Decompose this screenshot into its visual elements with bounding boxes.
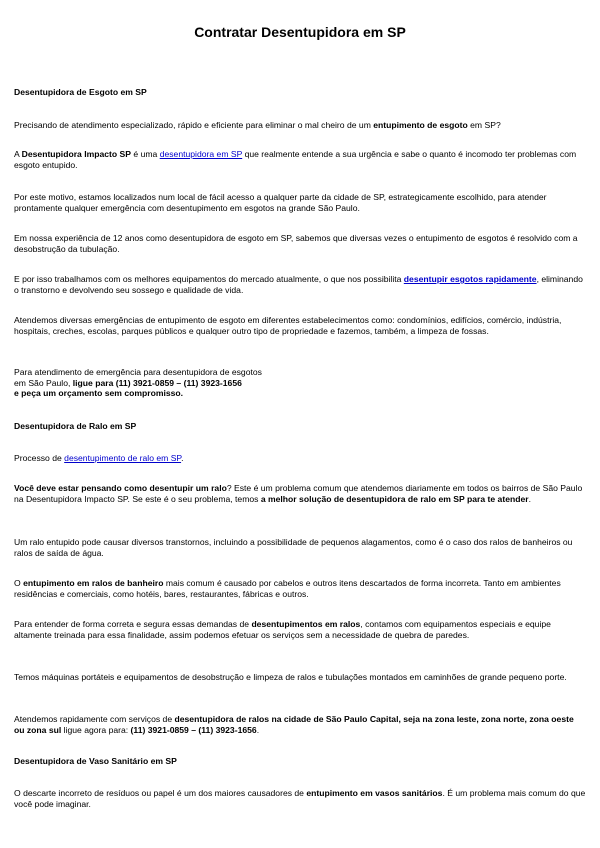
paragraph: Processo de desentupimento de ralo em SP. [14,453,184,463]
link-desentupir-esgotos[interactable]: desentupir esgotos rapidamente [403,274,537,284]
paragraph-contact: Atendemos rapidamente com serviços de desentupidora de ralos na cidade de São Paulo Capital, seja na zona leste, zona norte, zona oeste ou zona sul ligue agora para: (11) 3921-0859 – (11) 3923-1656. [14,714,574,735]
paragraph: Você deve estar pensando como desentupir um ralo? Este é um problema comum que atendemos diariamente em todos os bairros de São Paulo na Desentupidora Impacto SP. Se este é o seu problema, temos a melhor solução de desentupidora de ralo em SP para te atender. [14,483,583,504]
paragraph: Para entender de forma correta e segura essas demandas de desentupimentos em ralos, contamos com equipamentos especiais e equipe altamente treinada para essa finalidade, assim podemos efetuar os serviços sem a necessidade de quebra de paredes. [14,619,551,640]
paragraph: Precisando de atendimento especializado, rápido e eficiente para eliminar o mal cheiro de um entupimento de esgoto em SP? [14,120,501,130]
paragraph: Atendemos diversas emergências de entupimento de esgoto em diferentes estabelecimentos como: condomínios, edifícios, comércio, indústria, hospitais, creches, escolas, parques públicos e qualquer outro tipo de propriedade e fazemos, também, a limpeza de fossas. [14,315,562,336]
link-desentupimento-de-ralo[interactable]: desentupimento de ralo em SP [64,453,182,463]
paragraph: Em nossa experiência de 12 anos como desentupidora de esgoto em SP, sabemos que diversas vezes o entupimento de esgotos é resolvido com a desobstrução da tubulação. [14,233,578,254]
heading-vaso-sanitario: Desentupidora de Vaso Sanitário em SP [14,756,177,766]
paragraph: O entupimento em ralos de banheiro mais comum é causado por cabelos e outros itens descartados de forma incorreta. Tanto em ambientes residências e comerciais, como hotéis, bares, restaurantes, fábricas e outros. [14,578,561,599]
paragraph: E por isso trabalhamos com os melhores equipamentos do mercado atualmente, o que nos possibilita desentupir esgotos rapidamente, eliminando o transtorno e devolvendo seu sossego e qualidade de vida. [14,274,583,295]
paragraph: O descarte incorreto de resíduos ou papel é um dos maiores causadores de entupimento em vasos sanitários. É um problema mais comum do que você pode imaginar. [14,788,586,809]
paragraph: Um ralo entupido pode causar diversos transtornos, incluindo a possibilidade de pequenos alagamentos, como é o caso dos ralos de banheiros ou ralos de saída de água. [14,537,573,558]
heading-esgoto: Desentupidora de Esgoto em SP [14,87,147,97]
heading-ralo: Desentupidora de Ralo em SP [14,421,137,431]
paragraph-contact: Para atendimento de emergência para desentupidora de esgotos em São Paulo, ligue para (11) 3921-0859 – (11) 3923-1656 e peça um orçamento sem compromisso. [14,367,262,399]
paragraph: Temos máquinas portáteis e equipamentos de desobstrução e limpeza de ralos e tubulações montados em caminhões de grande pequeno porte. [14,672,567,682]
page-title: Contratar Desentupidora em SP [194,24,406,40]
link-desentupidora-em-sp[interactable]: desentupidora em SP [159,149,243,159]
paragraph: Por este motivo, estamos localizados num local de fácil acesso a qualquer parte da cidade de SP, estrategicamente escolhido, para atender prontamente qualquer emergência com desentupimento em esgotos na grande São Paulo. [14,192,547,213]
paragraph: A Desentupidora Impacto SP é uma desentupidora em SP que realmente entende a sua urgência e sabe o quanto é incomodo ter problemas com esgoto entupido. [14,149,577,170]
